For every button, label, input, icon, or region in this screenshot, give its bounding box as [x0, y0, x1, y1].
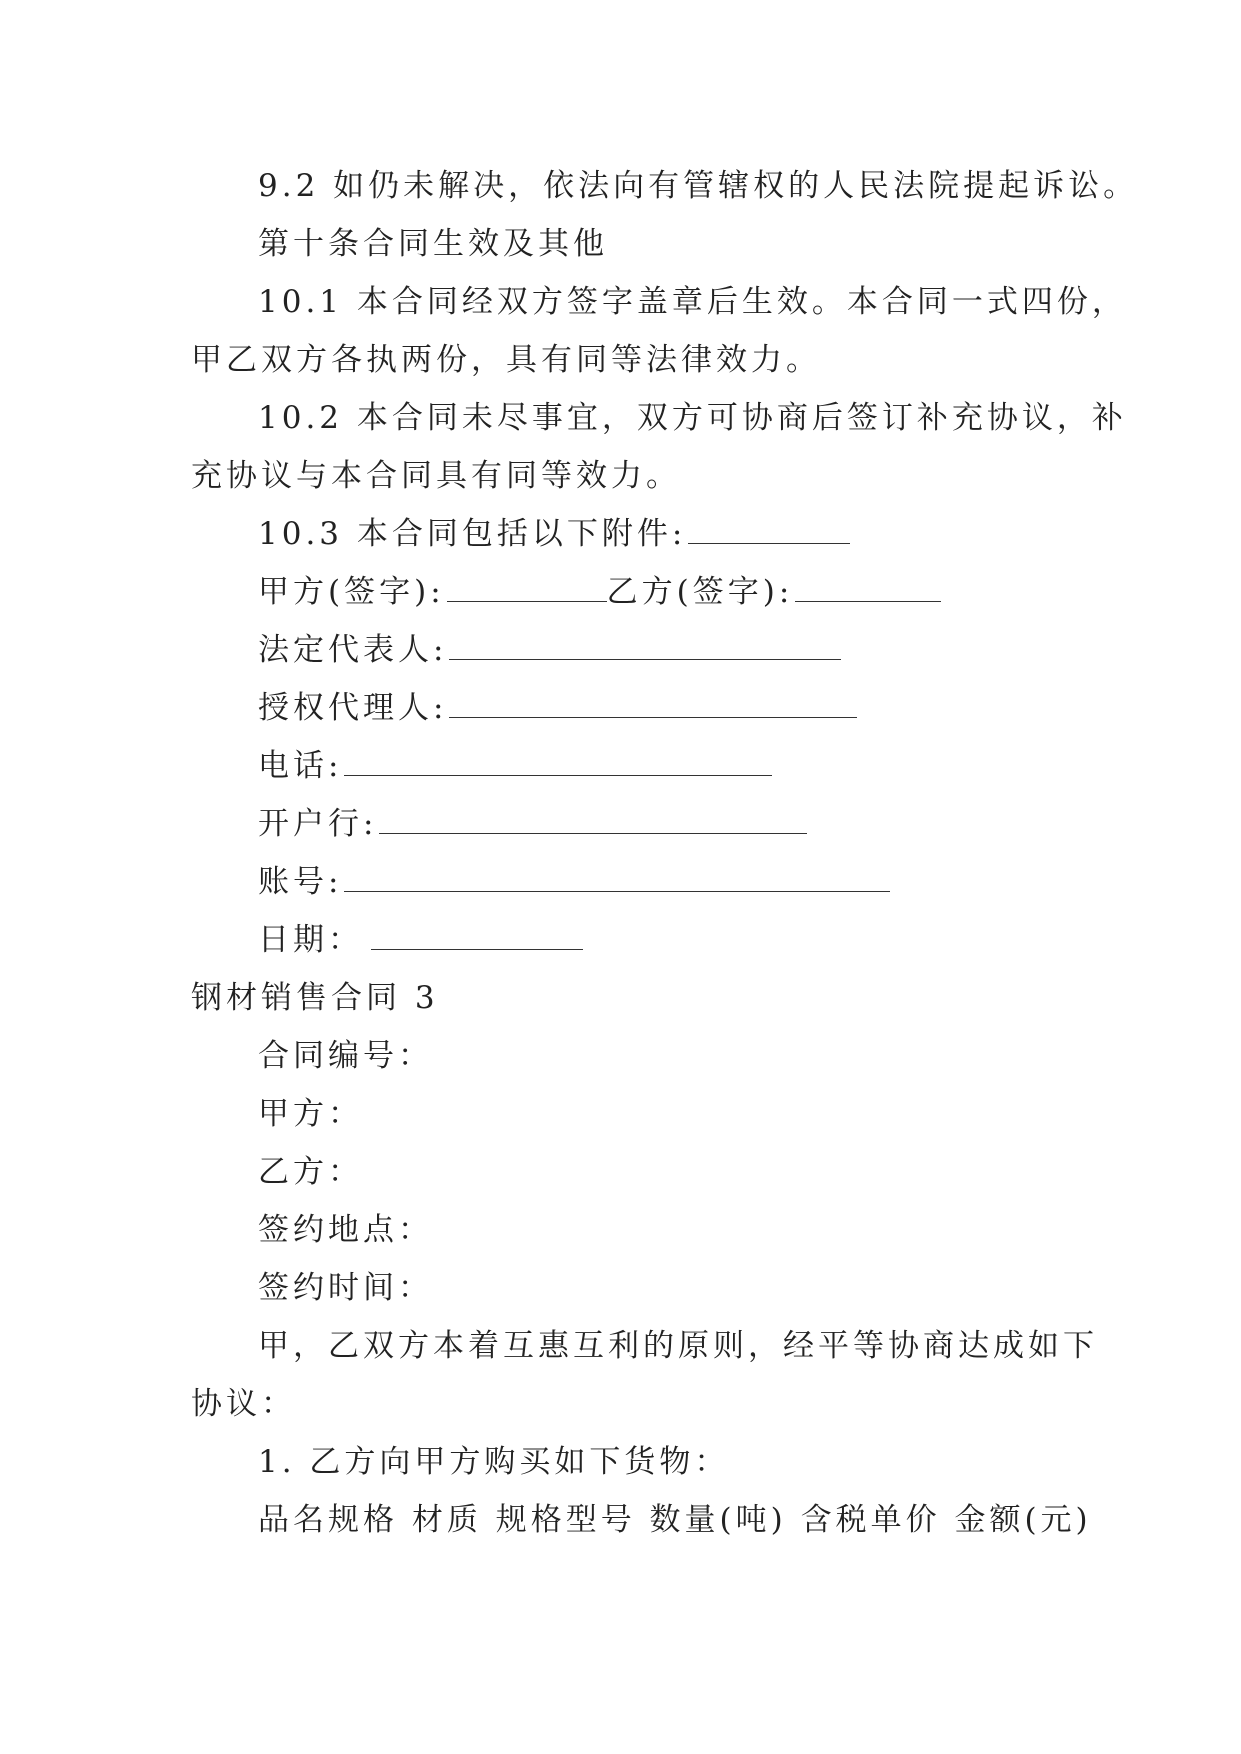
clause-10-1-line-1-text: 10.1 本合同经双方签字盖章后生效。本合同一式四份，	[258, 284, 1127, 320]
attachments-blank	[688, 517, 850, 544]
article-10-heading	[258, 224, 608, 264]
date-blank	[371, 923, 583, 950]
party-a-signature-label: 甲方(签字):	[258, 574, 445, 610]
account-label: 账号:	[258, 864, 343, 900]
clause-10-3	[258, 514, 850, 554]
legal-representative-label: 法定代表人:	[258, 632, 448, 668]
clause-10-2-line-2	[191, 456, 681, 496]
contract-number-label: 合同编号：	[258, 1038, 433, 1074]
signing-time-row	[258, 1268, 433, 1308]
clause-10-1-line-2	[191, 340, 821, 380]
agreement-intro-line-2	[191, 1384, 296, 1424]
phone-row	[258, 746, 772, 786]
item-1-text: 1. 乙方向甲方购买如下货物：	[258, 1444, 730, 1480]
clause-10-1-line-1	[258, 282, 1127, 322]
clause-9-2-text: 9.2 如仍未解决，依法向有管辖权的人民法院提起诉讼。	[258, 168, 1139, 204]
goods-table-header-text: 品名规格 材质 规格型号 数量(吨) 含税单价 金额(元)	[258, 1502, 1092, 1538]
authorized-agent-row	[258, 688, 857, 728]
party-a-row	[258, 1094, 363, 1134]
signing-time-label: 签约时间：	[258, 1270, 433, 1306]
bank-label: 开户行:	[258, 806, 378, 842]
authorized-agent-blank	[449, 691, 857, 718]
signature-row	[258, 572, 941, 612]
phone-blank	[344, 749, 772, 776]
party-b-signature-label: 乙方(签字):	[606, 574, 794, 610]
legal-representative-blank	[449, 633, 841, 660]
signing-place-label: 签约地点：	[258, 1212, 433, 1248]
signing-place-row	[258, 1210, 433, 1250]
date-label: 日期：	[258, 922, 363, 958]
contract-3-title-text: 钢材销售合同 3	[191, 980, 439, 1016]
agreement-intro-line-2-text: 协议：	[191, 1386, 296, 1422]
party-b-label: 乙方：	[258, 1154, 363, 1190]
phone-label: 电话:	[258, 748, 343, 784]
date-row	[258, 920, 583, 960]
article-10-heading-text: 第十条合同生效及其他	[258, 226, 608, 262]
agreement-intro-line-1	[258, 1326, 1098, 1366]
authorized-agent-label: 授权代理人:	[258, 690, 448, 726]
clause-10-1-line-2-text: 甲乙双方各执两份，具有同等法律效力。	[191, 342, 821, 378]
clause-10-2-line-1-text: 10.2 本合同未尽事宜，双方可协商后签订补充协议，补	[258, 400, 1127, 436]
contract-3-title	[191, 978, 439, 1018]
clause-10-3-text: 10.3 本合同包括以下附件:	[258, 516, 687, 552]
legal-representative-row	[258, 630, 841, 670]
clause-9-2	[258, 166, 1138, 206]
clause-10-2-line-1	[258, 398, 1127, 438]
party-b-signature-blank	[795, 575, 941, 602]
bank-row	[258, 804, 807, 844]
clause-10-2-line-2-text: 充协议与本合同具有同等效力。	[191, 458, 681, 494]
account-blank	[344, 865, 890, 892]
party-a-signature-blank	[447, 575, 607, 602]
goods-table-header	[258, 1500, 1092, 1540]
party-b-row	[258, 1152, 363, 1192]
party-a-label: 甲方：	[258, 1096, 363, 1132]
agreement-intro-line-1-text: 甲，乙双方本着互惠互利的原则，经平等协商达成如下	[258, 1328, 1098, 1364]
bank-blank	[379, 807, 807, 834]
account-row	[258, 862, 890, 902]
contract-number-row	[258, 1036, 433, 1076]
item-1	[258, 1442, 729, 1482]
